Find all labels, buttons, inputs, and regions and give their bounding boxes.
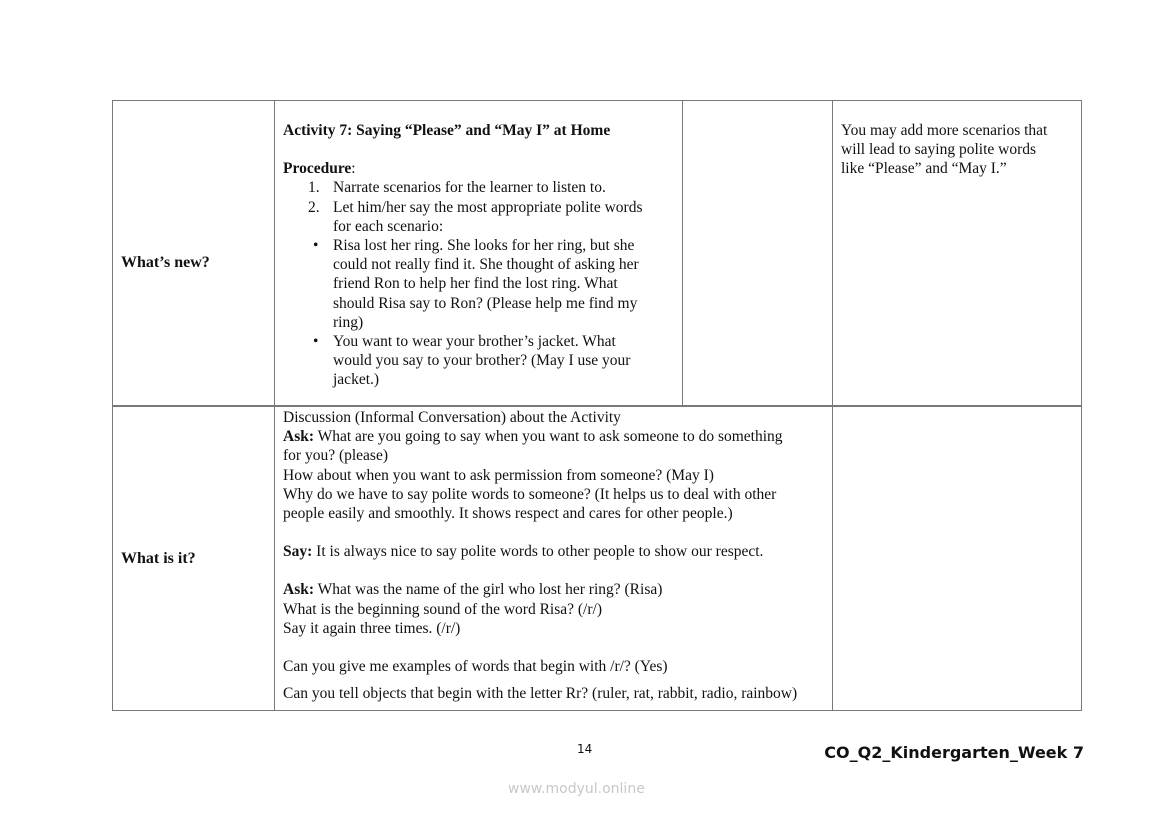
row-label-cell bbox=[112, 100, 275, 406]
empty-notes-cell bbox=[832, 406, 1082, 711]
discussion-line: Ask: What was the name of the girl who lost her ring? (Risa) bbox=[283, 581, 663, 599]
discussion-line: for you? (please) bbox=[283, 447, 389, 465]
scenario-bullet: • You want to wear your brother’s jacket. What would you say to your brother? (May I use your jacket.) bbox=[313, 333, 631, 389]
bullet-icon: • bbox=[313, 237, 319, 255]
page-number: 14 bbox=[577, 742, 593, 756]
discussion-line: What is the beginning sound of the word Risa? (/r/) bbox=[283, 600, 602, 618]
discussion-line: Say it again three times. (/r/) bbox=[283, 619, 461, 637]
bullet-icon: • bbox=[313, 333, 319, 351]
discussion-line: Ask: What are you going to say when you want to ask someone to do something bbox=[283, 428, 783, 446]
step-number: 2. bbox=[308, 198, 320, 216]
note-line: like “Please” and “May I.” bbox=[841, 160, 1007, 178]
procedure-heading: Procedure: bbox=[283, 160, 356, 178]
discussion-line: people easily and smoothly. It shows respect and cares for other people.) bbox=[283, 505, 733, 523]
module-code: CO_Q2_Kindergarten_Week 7 bbox=[824, 743, 1084, 762]
step-number: 1. bbox=[308, 179, 320, 197]
discussion-line: Can you give me examples of words that begin with /r/? (Yes) bbox=[283, 658, 668, 676]
procedure-steps bbox=[283, 178, 643, 389]
discussion-line: Discussion (Informal Conversation) about the Activity bbox=[283, 409, 621, 426]
notes-cell bbox=[832, 100, 1082, 406]
row-label-whats-new: What’s new? bbox=[121, 254, 210, 271]
empty-cell bbox=[682, 100, 833, 406]
scenario-bullet: • Risa lost her ring. She looks for her ring, but she could not really find it. She thought of asking her friend Ron to help her find the lost ring. What should Risa say to Ron? (Please help me find my ring) bbox=[313, 237, 639, 331]
discussion-line: How about when you want to ask permission from someone? (May I) bbox=[283, 466, 714, 484]
lesson-table bbox=[112, 100, 1082, 711]
procedure-step: 2. Let him/her say the most appropriate polite words for each scenario: bbox=[308, 198, 643, 235]
procedure-step: 1. Narrate scenarios for the learner to listen to. bbox=[308, 179, 606, 197]
watermark: www.modyul.online bbox=[508, 781, 645, 797]
discussion-line: Can you tell objects that begin with the letter Rr? (ruler, rat, rabbit, radio, rainbow) bbox=[283, 685, 798, 703]
note-line: will lead to saying polite words bbox=[841, 141, 1037, 159]
discussion-cell bbox=[274, 406, 833, 711]
note-line: You may add more scenarios that bbox=[841, 122, 1048, 139]
discussion-line: Why do we have to say polite words to someone? (It helps us to deal with other bbox=[283, 485, 777, 503]
discussion-line: Say: It is always nice to say polite words to other people to show our respect. bbox=[283, 543, 764, 561]
activity-cell bbox=[274, 100, 683, 406]
row-label-cell bbox=[112, 406, 275, 711]
row-label-what-is-it: What is it? bbox=[121, 550, 196, 567]
activity-title: Activity 7: Saying “Please” and “May I” at Home bbox=[283, 122, 611, 139]
